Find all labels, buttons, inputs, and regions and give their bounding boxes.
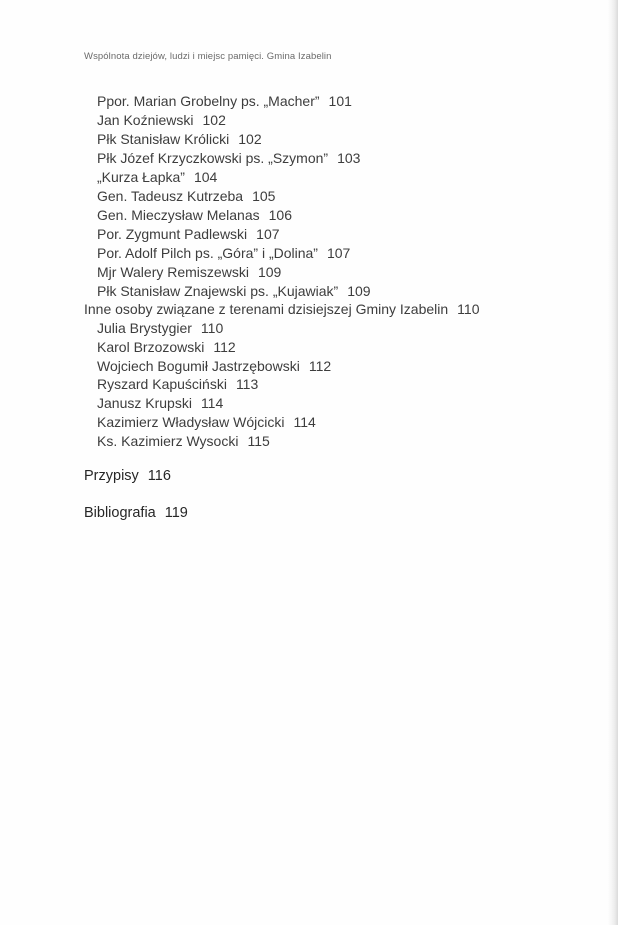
- toc-section-title: Przypisy: [84, 468, 139, 484]
- toc-entry-page: 113: [235, 376, 259, 392]
- toc-entry: [97, 244, 350, 262]
- toc-entry-page: 114: [200, 395, 224, 411]
- page-edge-shadow: [608, 0, 618, 925]
- toc-entry-title: Jan Koźniewski: [97, 112, 194, 128]
- toc-entry: [97, 375, 258, 393]
- toc-entry-title: Inne osoby związane z terenami dzisiejszej Gminy Izabelin: [84, 301, 449, 317]
- toc-entry-page: 107: [256, 226, 280, 242]
- toc-entry-title: Janusz Krupski: [97, 395, 192, 411]
- toc-entry-title: Julia Brystygier: [97, 320, 192, 336]
- toc-entry: [97, 92, 352, 110]
- toc-entry-title: Płk Stanisław Królicki: [97, 131, 230, 147]
- toc-entry-page: 109: [347, 283, 371, 299]
- toc-entry: [97, 111, 226, 129]
- toc-entry-page: 104: [193, 169, 218, 185]
- toc-entry: [97, 282, 371, 300]
- toc-entry: [97, 263, 281, 281]
- toc-entry-page: 109: [257, 264, 282, 280]
- toc-entry: [97, 206, 292, 224]
- toc-entry-page: 107: [326, 245, 351, 261]
- toc-entry-title: Mjr Walery Remiszewski: [97, 264, 249, 280]
- toc-entry-title: Ks. Kazimierz Wysocki: [97, 433, 239, 449]
- toc-section-bibliografia: [84, 504, 188, 522]
- toc-entry-page: 103: [337, 150, 361, 166]
- toc-subsection-entry: [84, 300, 480, 318]
- toc-entry-page: 101: [328, 93, 352, 109]
- toc-entry: [97, 225, 280, 243]
- toc-entry: [97, 338, 236, 356]
- toc-entry-title: Kazimierz Władysław Wójcicki: [97, 414, 285, 430]
- toc-section-page: 116: [147, 468, 171, 484]
- toc-entry-title: Wojciech Bogumił Jastrzębowski: [97, 358, 300, 374]
- toc-entry-title: Por. Zygmunt Padlewski: [97, 226, 248, 242]
- toc-section-przypisy: [84, 467, 171, 485]
- toc-entry-page: 106: [268, 207, 292, 223]
- toc-entry: [97, 357, 331, 375]
- toc-entry: [97, 130, 262, 148]
- toc-entry-title: Płk Józef Krzyczkowski ps. „Szymon”: [97, 150, 329, 166]
- running-header: Wspólnota dziejów, ludzi i miejsc pamięci. Gmina Izabelin: [84, 51, 332, 62]
- toc-entry-page: 112: [213, 339, 236, 355]
- toc-entry-title: Karol Brzozowski: [97, 339, 205, 355]
- toc-entry-title: Ppor. Marian Grobelny ps. „Macher”: [97, 93, 320, 109]
- toc-entry: [97, 319, 223, 337]
- toc-entry-title: Gen. Mieczysław Melanas: [97, 207, 260, 223]
- toc-entry: [97, 168, 217, 186]
- toc-entry-page: 105: [252, 188, 276, 204]
- toc-entry-page: 110: [457, 301, 480, 317]
- toc-entry-page: 114: [293, 414, 316, 430]
- toc-entry: [97, 187, 275, 205]
- toc-entry-page: 112: [308, 358, 332, 374]
- toc-entry: [97, 394, 223, 412]
- toc-entry: [97, 413, 316, 431]
- toc-entry-page: 102: [238, 131, 262, 147]
- toc-entry: [97, 432, 270, 450]
- toc-entry: [97, 149, 360, 167]
- toc-entry-title: Gen. Tadeusz Kutrzeba: [97, 188, 244, 204]
- toc-section-page: 119: [164, 505, 188, 521]
- toc-entry-title: Płk Stanisław Znajewski ps. „Kujawiak”: [97, 283, 339, 299]
- toc-section-title: Bibliografia: [84, 505, 156, 521]
- toc-entry-title: „Kurza Łapka”: [97, 169, 185, 185]
- toc-entry-title: Ryszard Kapuściński: [97, 376, 227, 392]
- toc-entry-page: 110: [200, 320, 224, 336]
- toc-entry-title: Por. Adolf Pilch ps. „Góra” i „Dolina”: [97, 245, 318, 261]
- toc-entry-page: 102: [202, 112, 226, 128]
- toc-entry-page: 115: [247, 433, 270, 449]
